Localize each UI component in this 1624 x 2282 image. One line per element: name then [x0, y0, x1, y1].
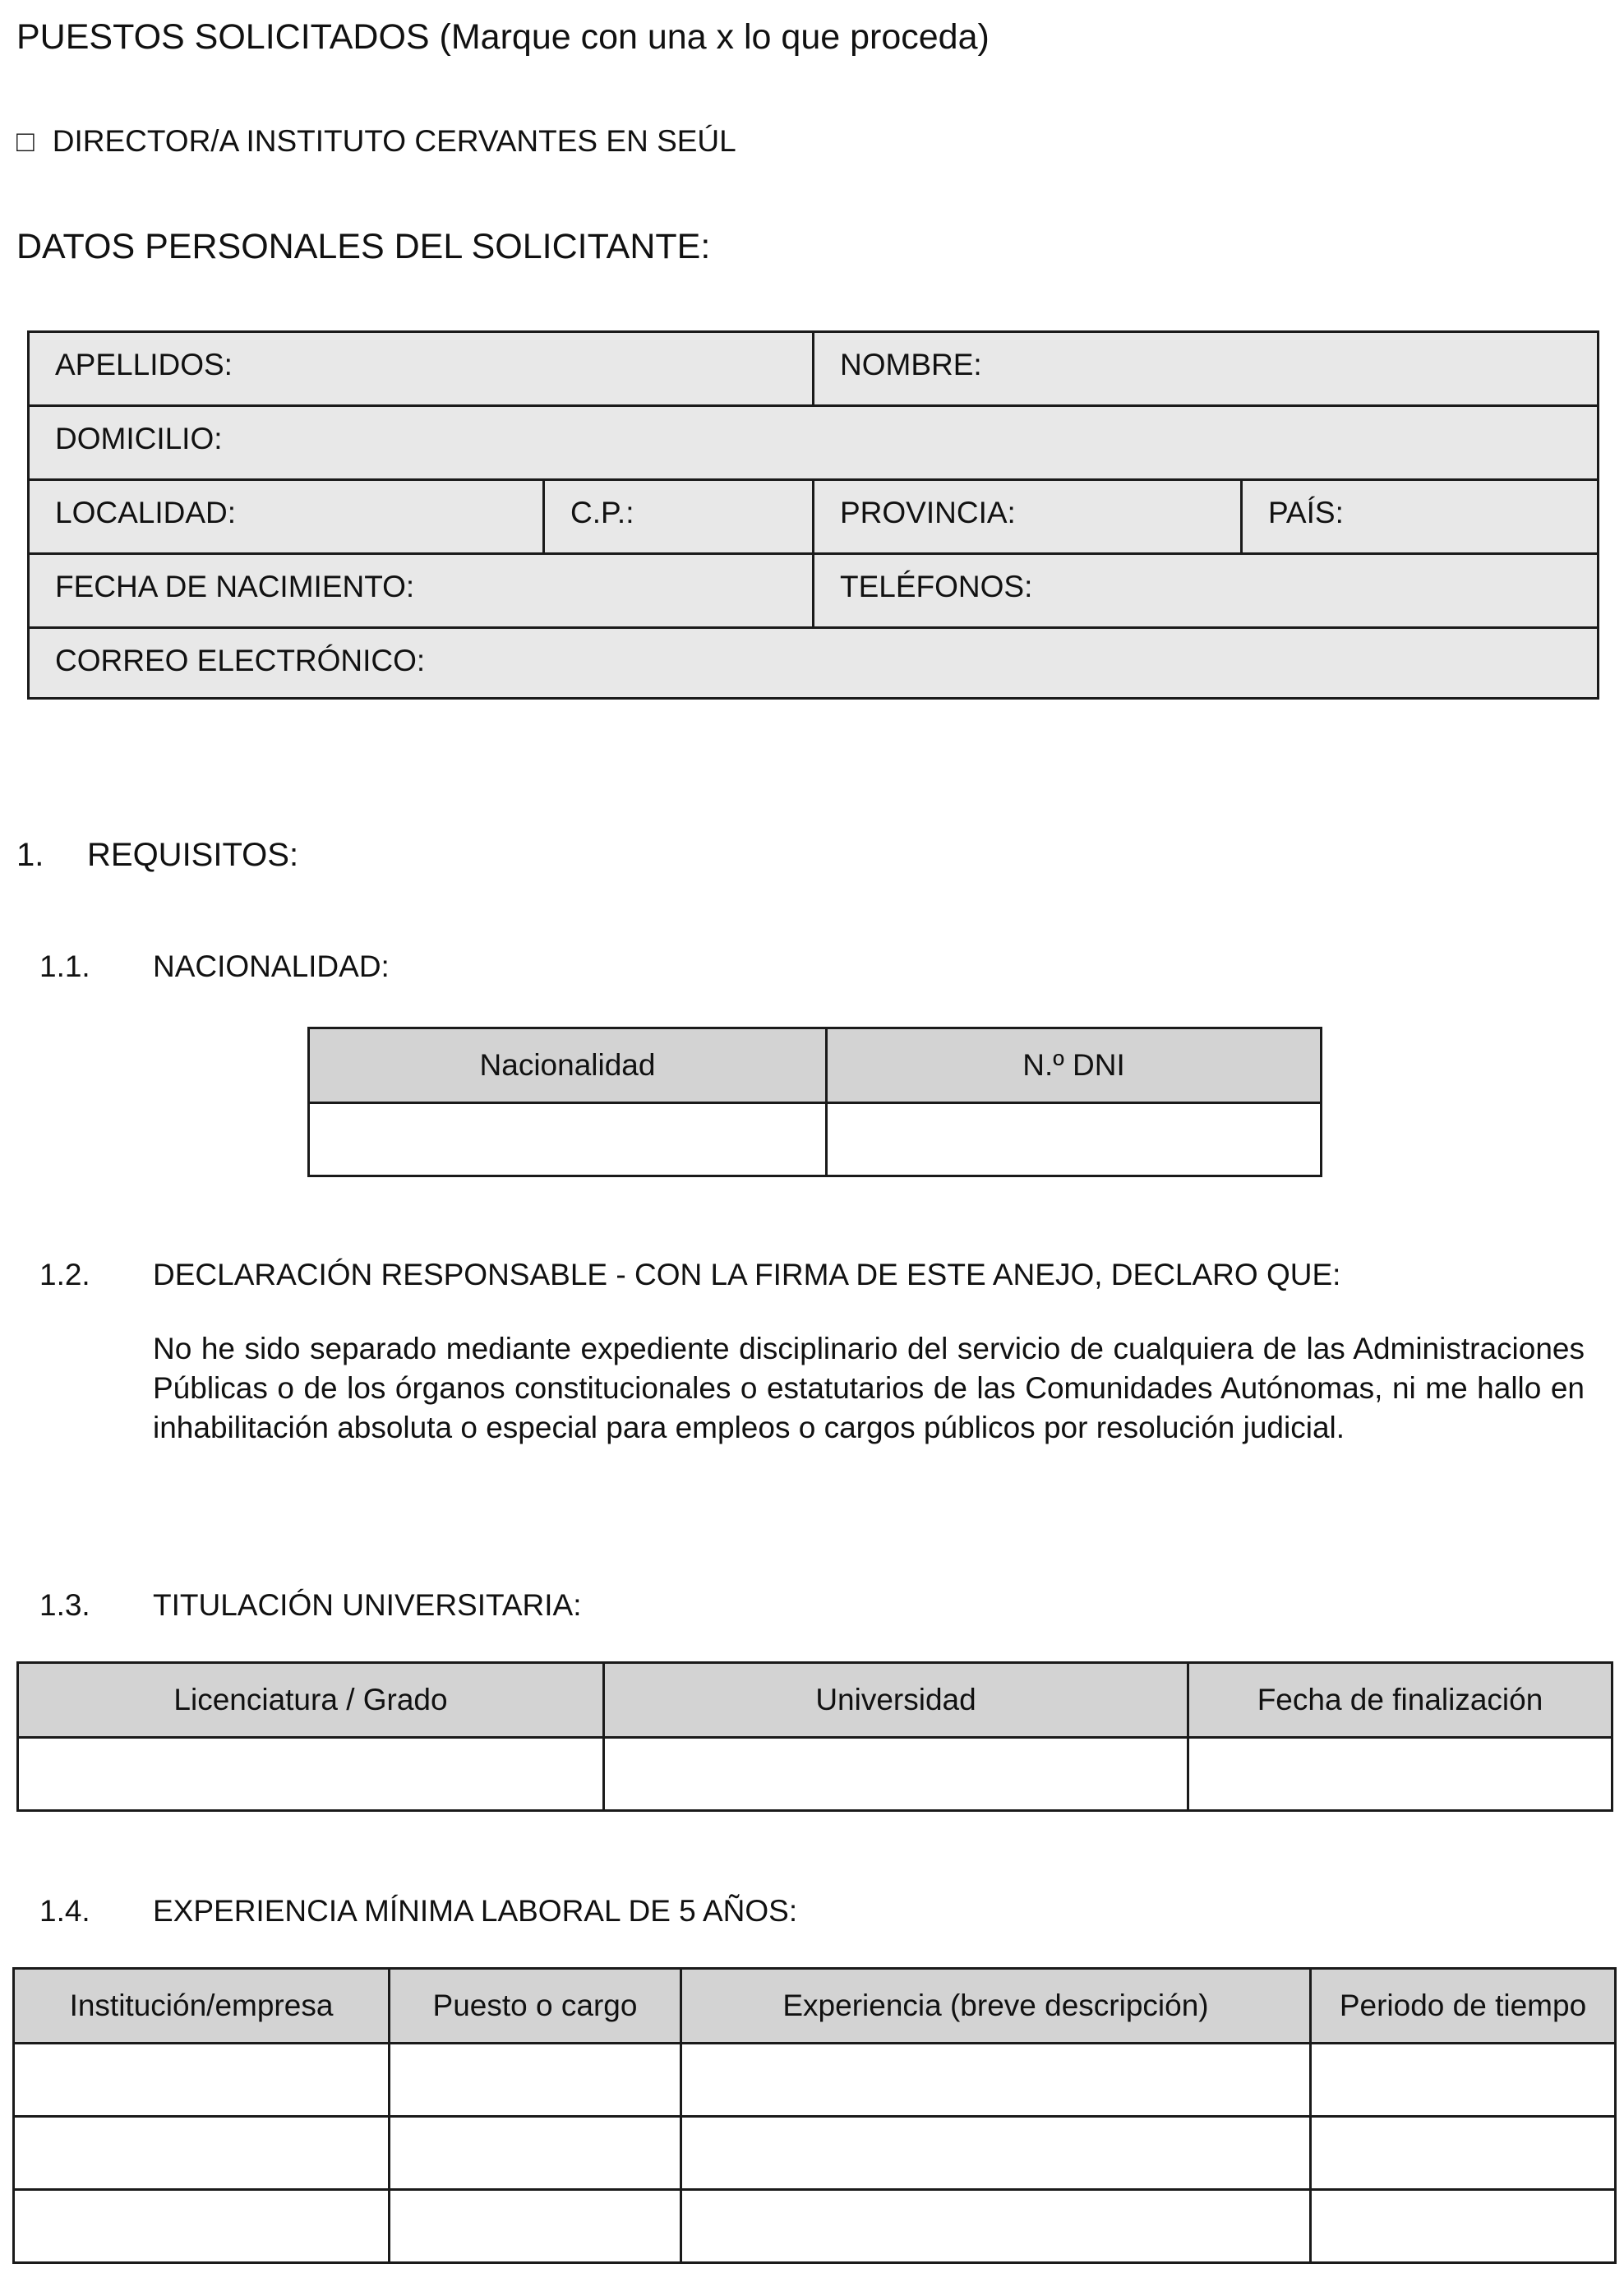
- requisitos-number: 1.: [16, 837, 44, 873]
- grado-input-cell[interactable]: [18, 1738, 604, 1811]
- table-header-row: [18, 1663, 1612, 1738]
- nacionalidad-number: 1.1.: [39, 949, 90, 983]
- table-row: [29, 628, 1599, 699]
- puesto-input-cell[interactable]: [390, 2117, 681, 2190]
- column-header: Periodo de tiempo: [1311, 1969, 1616, 2044]
- declaracion-number: 1.2.: [39, 1258, 90, 1291]
- nacionalidad-table: [307, 1027, 1322, 1177]
- positions-title: PUESTOS SOLICITADOS (Marque con una x lo que proceda): [16, 17, 990, 57]
- table-row: [18, 1738, 1612, 1811]
- table-row: [14, 2190, 1616, 2263]
- correo-field[interactable]: CORREO ELECTRÓNICO:: [29, 628, 1599, 699]
- table-header-row: [309, 1028, 1322, 1103]
- column-header: Universidad: [604, 1663, 1188, 1738]
- nacionalidad-title: NACIONALIDAD:: [153, 949, 390, 983]
- table-row: [29, 406, 1599, 480]
- nombre-field[interactable]: NOMBRE:: [814, 332, 1599, 406]
- column-header: Nacionalidad: [309, 1028, 827, 1103]
- declaracion-title: DECLARACIÓN RESPONSABLE - CON LA FIRMA DE ESTE ANEJO, DECLARO QUE:: [153, 1258, 1341, 1291]
- experiencia-table: [12, 1967, 1617, 2264]
- puesto-input-cell[interactable]: [390, 2044, 681, 2117]
- telefonos-field[interactable]: TELÉFONOS:: [814, 554, 1599, 628]
- personal-data-title: DATOS PERSONALES DEL SOLICITANTE:: [16, 227, 711, 266]
- checkbox-icon[interactable]: □: [16, 124, 35, 158]
- dni-input-cell[interactable]: [827, 1103, 1322, 1176]
- table-row: [29, 480, 1599, 554]
- personal-data-table: [27, 330, 1599, 700]
- column-header: Institución/empresa: [14, 1969, 390, 2044]
- position-option-label: DIRECTOR/A INSTITUTO CERVANTES EN SEÚL: [52, 124, 736, 158]
- nacionalidad-input-cell[interactable]: [309, 1103, 827, 1176]
- requisitos-title: REQUISITOS:: [87, 837, 299, 873]
- fecha-finalizacion-input-cell[interactable]: [1188, 1738, 1612, 1811]
- institucion-input-cell[interactable]: [14, 2044, 390, 2117]
- universidad-input-cell[interactable]: [604, 1738, 1188, 1811]
- column-header: Experiencia (breve descripción): [681, 1969, 1311, 2044]
- puesto-input-cell[interactable]: [390, 2190, 681, 2263]
- declaracion-text: No he sido separado mediante expediente disciplinario del servicio de cualquiera de las Administraciones Públicas o de los órganos constitucionales o estatutarios de las Comunidades Autónomas, ni me hallo en inhabilitación absoluta o especial para empleos o cargos públicos por resolución judicial.: [153, 1332, 1585, 1444]
- table-row: [29, 554, 1599, 628]
- titulacion-number: 1.3.: [39, 1588, 90, 1622]
- localidad-field[interactable]: LOCALIDAD:: [29, 480, 544, 554]
- cp-field[interactable]: C.P.:: [544, 480, 814, 554]
- periodo-input-cell[interactable]: [1311, 2117, 1616, 2190]
- periodo-input-cell[interactable]: [1311, 2190, 1616, 2263]
- apellidos-field[interactable]: APELLIDOS:: [29, 332, 814, 406]
- table-row: [309, 1103, 1322, 1176]
- descripcion-input-cell[interactable]: [681, 2117, 1311, 2190]
- fecha-nacimiento-field[interactable]: FECHA DE NACIMIENTO:: [29, 554, 814, 628]
- column-header: N.º DNI: [827, 1028, 1322, 1103]
- table-row: [14, 2044, 1616, 2117]
- periodo-input-cell[interactable]: [1311, 2044, 1616, 2117]
- table-row: [29, 332, 1599, 406]
- table-row: [14, 2117, 1616, 2190]
- institucion-input-cell[interactable]: [14, 2117, 390, 2190]
- titulacion-title: TITULACIÓN UNIVERSITARIA:: [153, 1588, 582, 1622]
- experiencia-title: EXPERIENCIA MÍNIMA LABORAL DE 5 AÑOS:: [153, 1894, 798, 1928]
- experiencia-number: 1.4.: [39, 1894, 90, 1928]
- institucion-input-cell[interactable]: [14, 2190, 390, 2263]
- position-option-row[interactable]: [16, 123, 736, 159]
- descripcion-input-cell[interactable]: [681, 2044, 1311, 2117]
- titulacion-table: [16, 1661, 1613, 1812]
- table-header-row: [14, 1969, 1616, 2044]
- column-header: Fecha de finalización: [1188, 1663, 1612, 1738]
- column-header: Puesto o cargo: [390, 1969, 681, 2044]
- descripcion-input-cell[interactable]: [681, 2190, 1311, 2263]
- column-header: Licenciatura / Grado: [18, 1663, 604, 1738]
- provincia-field[interactable]: PROVINCIA:: [814, 480, 1242, 554]
- domicilio-field[interactable]: DOMICILIO:: [29, 406, 1599, 480]
- pais-field[interactable]: PAÍS:: [1242, 480, 1599, 554]
